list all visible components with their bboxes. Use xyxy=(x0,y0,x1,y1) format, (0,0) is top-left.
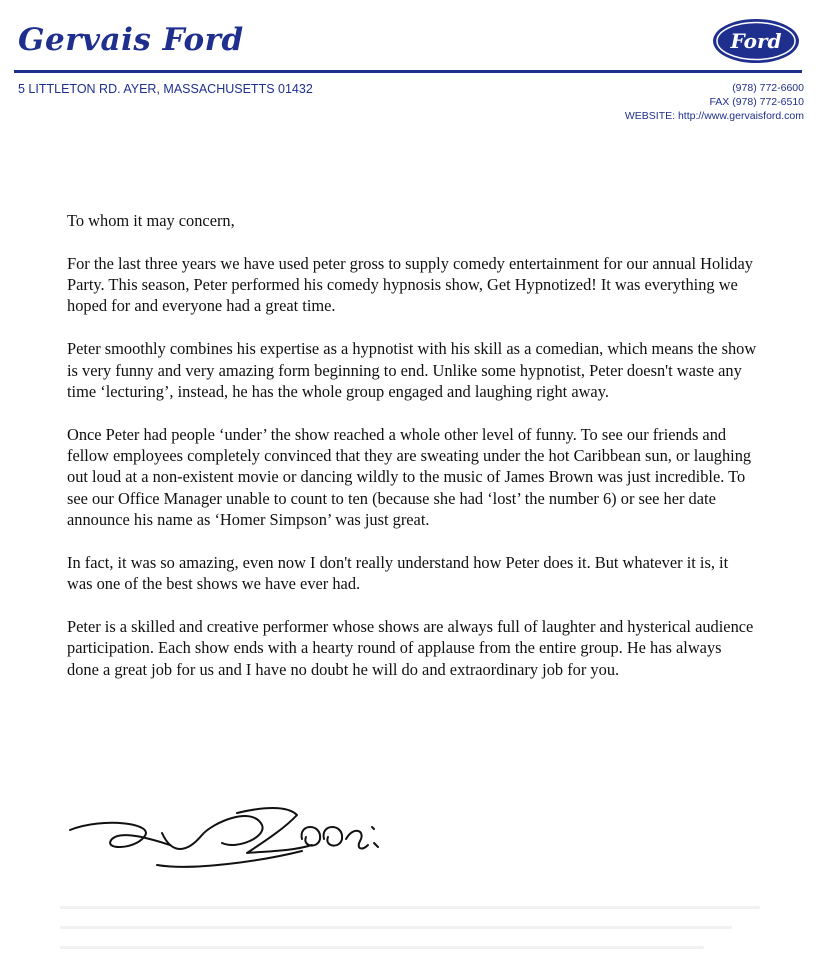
greeting: To whom it may concern, xyxy=(67,211,235,230)
website-link[interactable]: WEBSITE: http://www.gervaisford.com xyxy=(624,110,804,122)
fax: FAX (978) 772-6510 xyxy=(709,96,804,108)
phone: (978) 772-6600 xyxy=(732,82,804,94)
letterhead-rule xyxy=(14,70,802,73)
faint-line xyxy=(60,906,760,909)
address: 5 LITTLETON RD. AYER, MASSACHUSETTS 01432 xyxy=(18,82,313,96)
faint-line xyxy=(60,946,704,949)
letter-body xyxy=(67,210,757,702)
ford-logo-text: Ford xyxy=(730,29,782,53)
bleed-through-lines xyxy=(60,906,760,966)
paragraph: Once Peter had people ‘under’ the show reached a whole other level of funny. To see our friends and fellow employees completely convinced that they are sweating under the hot Caribbean sun, or laughing out loud at a non-existent movie or dancing wildly to the music of James Brown was just incredible. To see our Office Manager unable to count to ten (because she had ‘lost’ the number 6) or see her date announce his name as ‘Homer Simpson’ was just great. xyxy=(67,424,752,530)
paragraph: For the last three years we have used peter gross to supply comedy entertainment for our annual Holiday Party. This season, Peter performed his comedy hypnosis show, Get Hypnotized! It was everything we hoped for and everyone had a great time. xyxy=(67,253,753,316)
contact-block xyxy=(625,81,804,123)
paragraph: In fact, it was so amazing, even now I don't really understand how Peter does it. But whatever it is, it was one of the best shows we have ever had. xyxy=(67,552,729,594)
brand-name: Gervais Ford xyxy=(18,22,244,58)
signature-icon xyxy=(62,795,392,875)
faint-line xyxy=(60,926,732,929)
ford-logo-icon xyxy=(711,16,801,66)
paragraph: Peter is a skilled and creative performer whose shows are always full of laughter and hysterical audience participation. Each show ends with a hearty round of applause from the entire group. He has always done a great job for us and I have no doubt he will do and extraordinary job for you. xyxy=(67,617,754,679)
paragraph: Peter smoothly combines his expertise as a hypnotist with his skill as a comedian, which means the show is very funny and very amazing form beginning to end. Unlike some hypnotist, Peter doesn't waste any time ‘lecturing’, instead, he has the whole group engaged and laughing right away. xyxy=(67,339,757,401)
